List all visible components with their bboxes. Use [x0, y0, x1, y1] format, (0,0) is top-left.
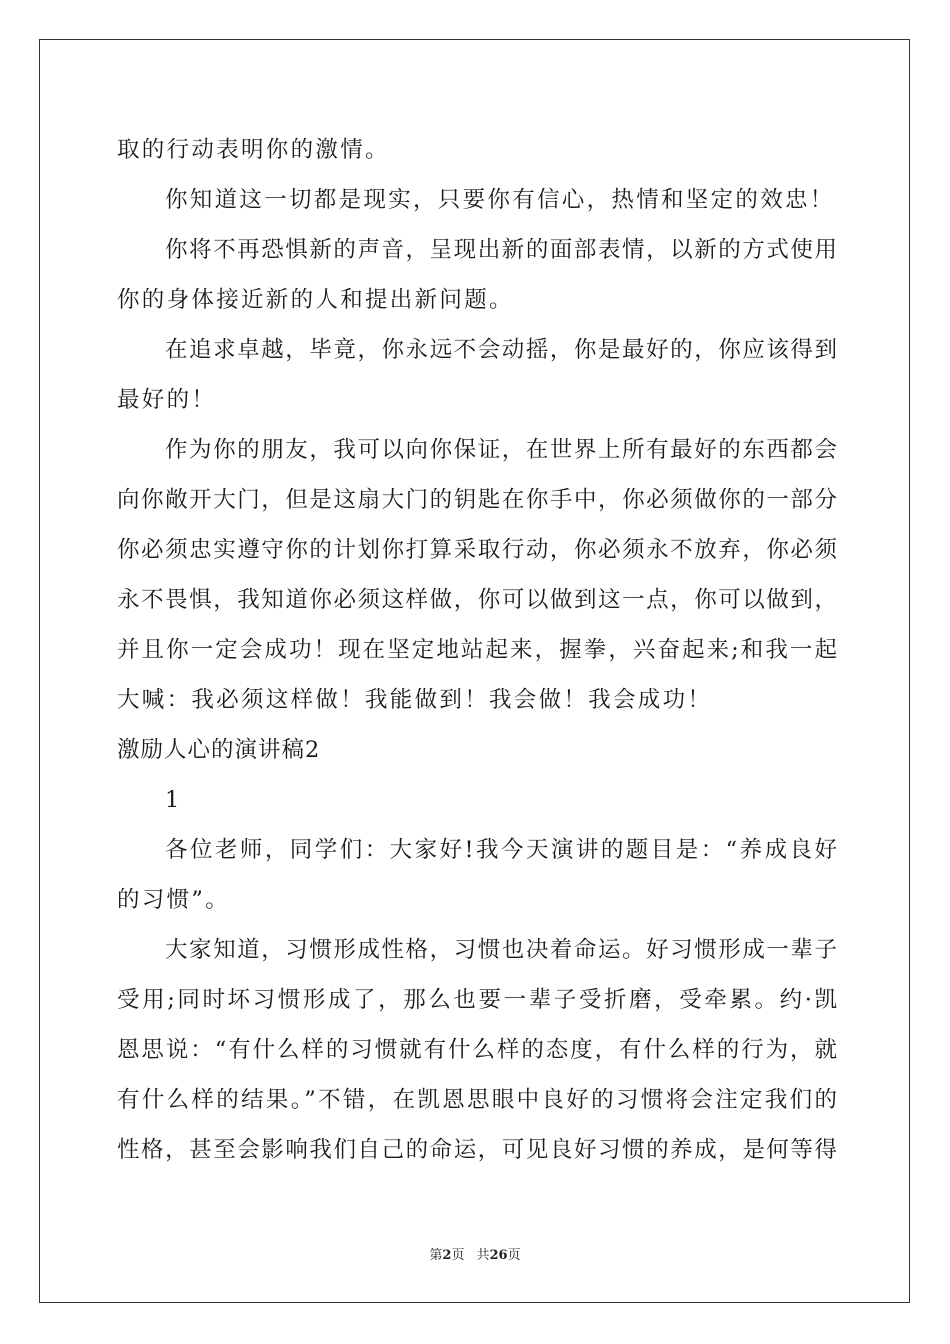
paragraph-line: 大家知道，习惯形成性格，习惯也决着命运。好习惯形成一辈子: [165, 937, 837, 963]
paragraph-line: 最好的！: [117, 387, 217, 413]
paragraph-line: 受用;同时坏习惯形成了，那么也要一辈子受折磨，受牵累。约·凯: [117, 987, 837, 1013]
paragraph-line: 你必须忠实遵守你的计划你打算采取行动，你必须永不放弃，你必须: [117, 537, 837, 563]
page-number: 2: [442, 1248, 452, 1263]
paragraph-line: 性格，甚至会影响我们自己的命运，可见良好习惯的养成，是何等得: [117, 1137, 837, 1163]
paragraph-line: 在追求卓越，毕竟，你永远不会动摇，你是最好的，你应该得到: [165, 337, 837, 363]
paragraph-line: 大喊：我必须这样做！我能做到！我会做！我会成功！: [117, 687, 713, 713]
paragraph-line: 永不畏惧，我知道你必须这样做，你可以做到这一点，你可以做到，: [117, 587, 837, 613]
paragraph-line: 恩思说：“有什么样的习惯就有什么样的态度，有什么样的行为，就: [117, 1037, 837, 1063]
paragraph-line: 你的身体接近新的人和提出新问题。: [117, 287, 514, 313]
total-prefix: 共: [476, 1248, 490, 1263]
total-suffix: 页: [507, 1248, 521, 1263]
page-suffix: 页: [451, 1248, 465, 1263]
paragraph-line: 各位老师，同学们：大家好!我今天演讲的题目是：“养成良好: [165, 837, 837, 863]
paragraph-line: 你知道这一切都是现实，只要你有信心，热情和坚定的效忠！: [165, 187, 835, 213]
section-title: 激励人心的演讲稿2: [117, 737, 321, 763]
paragraph-line: 并且你一定会成功！现在坚定地站起来，握拳，兴奋起来;和我一起: [117, 637, 837, 663]
page-footer: [0, 1246, 950, 1266]
section-number: 1: [165, 787, 182, 813]
paragraph-line: 你将不再恐惧新的声音，呈现出新的面部表情，以新的方式使用: [165, 237, 837, 263]
paragraph-line: 的习惯”。: [117, 887, 231, 913]
paragraph-line: 取的行动表明你的激情。: [117, 137, 390, 163]
paragraph-line: 有什么样的结果。”不错，在凯恩思眼中良好的习惯将会注定我们的: [117, 1087, 837, 1113]
paragraph-line: 作为你的朋友，我可以向你保证，在世界上所有最好的东西都会: [165, 437, 837, 463]
page-prefix: 第: [429, 1248, 443, 1263]
paragraph-line: 向你敞开大门，但是这扇大门的钥匙在你手中，你必须做你的一部分: [117, 487, 837, 513]
total-pages: 26: [489, 1248, 508, 1263]
